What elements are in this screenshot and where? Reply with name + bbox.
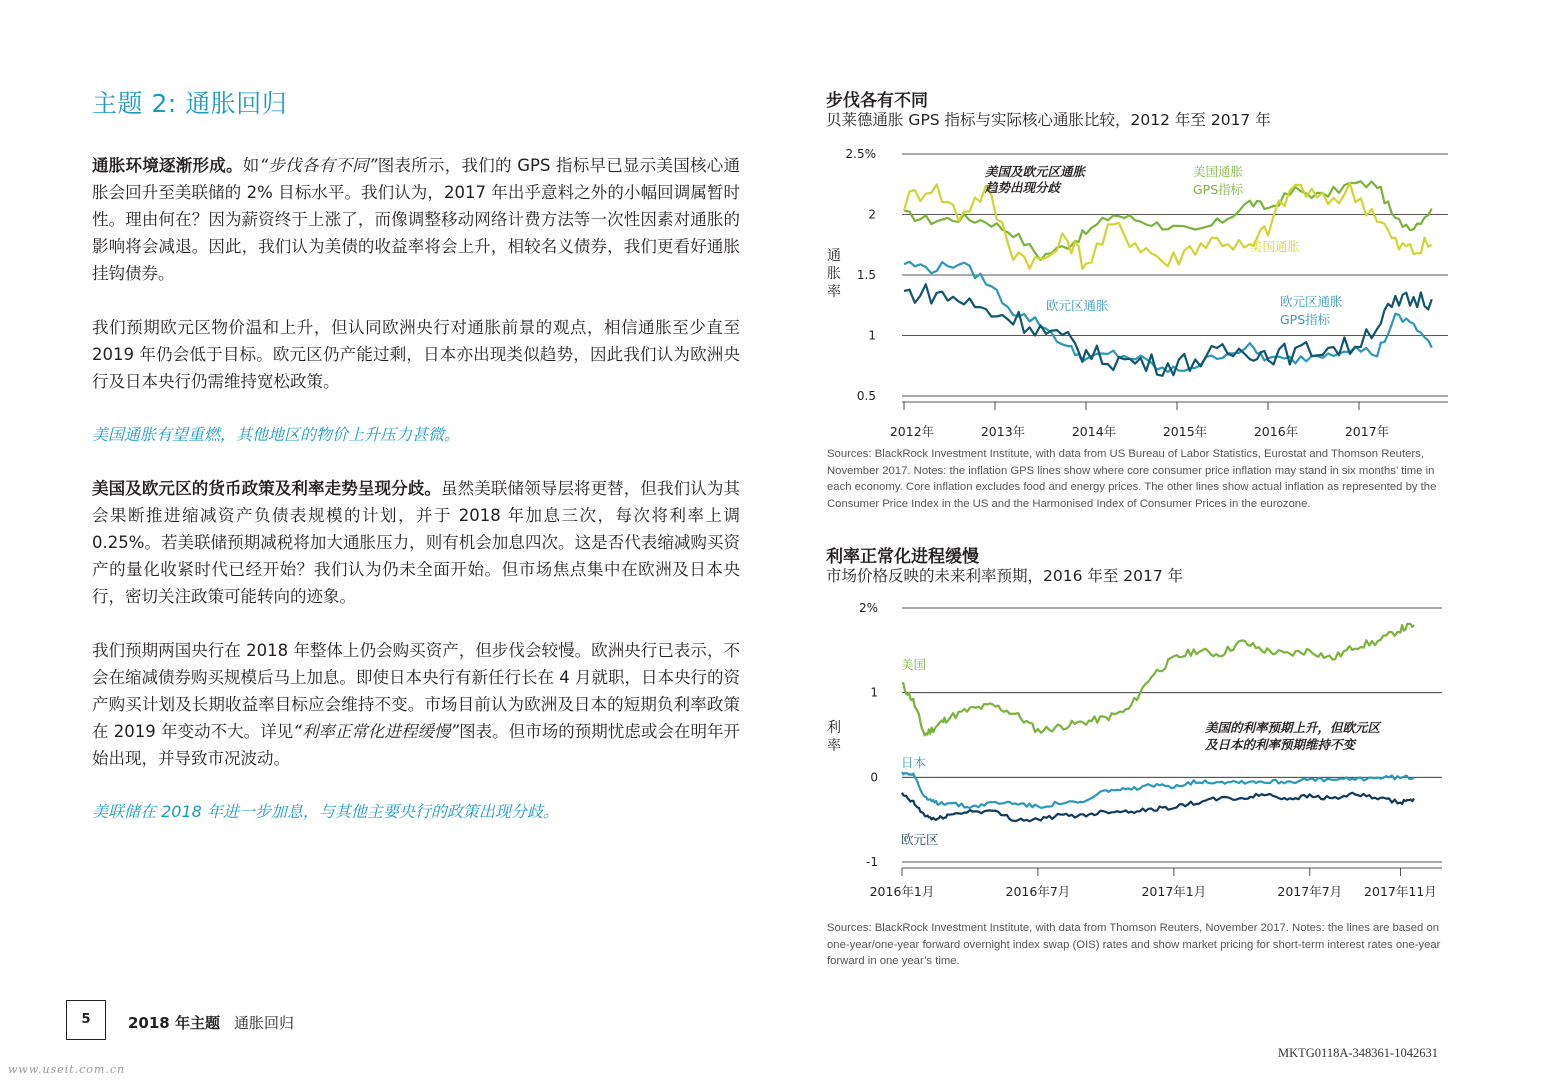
lead-phrase: 通胀环境逐渐形成。 (92, 156, 243, 175)
series-label: 美国通胀 (1193, 164, 1244, 179)
pull-quote-1: 美国通胀有望重燃，其他地区的物价上升压力甚微。 (92, 425, 461, 444)
y-tick-label: 2% (858, 601, 878, 615)
y-tick-label: 0.5 (856, 389, 876, 403)
chart1-source: Sources: BlackRock Investment Institute, with data from US Bureau of Labor Statistics, Eurostat and Thomson Reuters, November 2017. Notes: the inflation GPS lines show where core consumer price inflation may stand in six months’ time in each economy. Core inflation excludes food and energy prices. The other lines show actual inflation as represented by the Consumer Price Index in the US and the Harmonised Index of Consumer Prices in the eurozone. (827, 448, 1437, 510)
paragraph-text: 图表所示，我们的 GPS 指标早已显示美国核心通胀会回升至美联储的 2% 目标水平。我们认为，2017 年出乎意料之外的小幅回调属暂时性。理由何在？因为薪资终于上涨了，而像调整移动网络计费方法等一次性因素对通胀的影响将会减退。因此，我们认为美债的收益率将会上升，相较名义债券，我们更看好通胀挂钩债券。 (92, 156, 741, 283)
y-tick-label: 2.5% (845, 147, 876, 161)
annotation: 美国及欧元区通胀 (985, 164, 1086, 179)
x-tick-label: 2016年1月 (869, 884, 935, 899)
page-number: 5 (66, 1000, 106, 1040)
annotation: 趋势出现分歧 (985, 180, 1061, 195)
chart2-title: 利率正常化进程缓慢 (826, 547, 979, 567)
x-tick-label: 2013年 (980, 424, 1026, 439)
y-tick-label: -1 (866, 855, 878, 869)
x-tick-label: 2015年 (1162, 424, 1208, 439)
x-tick-label: 2017年 (1344, 424, 1390, 439)
series-label: 欧元区 (901, 832, 939, 847)
paragraph-1 (92, 152, 740, 287)
y-tick-label: 2 (868, 207, 876, 222)
footer-section: 通胀回归 (233, 1014, 294, 1032)
chart-reference: “步伐各有不同” (259, 156, 378, 175)
series-label: 欧元区通胀 (1046, 298, 1109, 313)
chart1-svg (820, 138, 1460, 448)
paragraph-text: 图表。但市场的预期忧虑或会在明年开始出现，并导致市况波动。 (92, 722, 740, 768)
y-tick-label: 1 (868, 328, 876, 343)
series-label: GPS指标 (1193, 182, 1244, 197)
y-axis-label: 胀 (827, 266, 841, 282)
chart2-source: Sources: BlackRock Investment Institute, with data from Thomson Reuters, November 2017. Notes: the lines are based on one-year/one-year forward overnight index swap (OIS) rates and show market pricing for short-term interest rates one-year forward in one year’s time. (827, 922, 1441, 967)
document-code: MKTG0118A-348361-1042631 (1278, 1046, 1438, 1060)
x-tick-label: 2017年7月 (1277, 884, 1343, 899)
series-label: GPS指标 (1280, 312, 1331, 327)
y-axis-label: 率 (827, 284, 841, 300)
annotation: 及日本的利率预期维持不变 (1205, 737, 1356, 752)
series-label: 美国通胀 (1250, 239, 1301, 254)
paragraph-text: 我们预期两国央行在 2018 年整体上仍会购买资产，但步伐会较慢。欧洲央行已表示，不会在缩减债券购买规模后马上加息。即使日本央行有新任行长在 4 月就职，日本央行的资产购买计划及长期收益率目标应会维持不变。市场目前认为欧洲及日本的短期负利率政策在 2019 年变动不大。详见 (92, 641, 740, 741)
section-heading: 主题 2: 通胀回归 (92, 89, 288, 118)
x-tick-label: 2016年7月 (1005, 884, 1071, 899)
pull-quote-2: 美联储在 2018 年进一步加息，与其他主要央行的政策出现分歧。 (92, 802, 559, 821)
x-tick-label: 2017年11月 (1364, 884, 1437, 899)
watermark: www.useit.com.cn (8, 1063, 126, 1076)
y-tick-label: 1 (870, 685, 878, 700)
paragraph-4 (92, 637, 740, 772)
series-label: 美国 (901, 657, 927, 672)
paragraph-text: 虽然美联储领导层将更替，但我们认为其会果断推进缩减资产负债表规模的计划，并于 2018 年加息三次，每次将利率上调 0.25%。若美联储预期减税将加大通胀压力，则有机会加息四次。这是否代表缩减购买资产的量化收紧时代已经开始？我们认为仍未全面开始。但市场焦点集中在欧洲及日本央行，密切关注政策可能转向的迹象。 (92, 479, 741, 606)
series-line (904, 183, 1432, 269)
series-line (904, 262, 1432, 372)
chart1-title: 步伐各有不同 (826, 91, 928, 111)
y-axis-label: 率 (827, 738, 841, 754)
x-tick-label: 2014年 (1071, 424, 1117, 439)
x-tick-label: 2016年 (1253, 424, 1299, 439)
paragraph-text: 如 (242, 156, 260, 175)
y-tick-label: 1.5 (856, 268, 876, 282)
footer-text (128, 1012, 294, 1033)
y-axis-label: 利 (827, 720, 841, 736)
x-tick-label: 2012年 (889, 424, 935, 439)
chart2-subtitle: 市场价格反映的未来利率预期，2016 年至 2017 年 (826, 567, 1184, 585)
chart1-subtitle: 贝莱德通胀 GPS 指标与实际核心通胀比较，2012 年至 2017 年 (826, 111, 1271, 129)
annotation: 美国的利率预期上升，但欧元区 (1205, 720, 1381, 735)
series-line (904, 284, 1432, 376)
paragraph-2: 我们预期欧元区物价温和上升，但认同欧洲央行对通胀前景的观点，相信通胀至少直至 2019 年仍会低于目标。欧元区仍产能过剩，日本亦出现类似趋势，因此我们认为欧洲央行及日本央行仍需维持宽松政策。 (92, 318, 740, 391)
chart2-svg (820, 592, 1460, 912)
x-tick-label: 2017年1月 (1141, 884, 1207, 899)
series-label: 日本 (901, 755, 927, 770)
chart-reference: “利率正常化进程缓慢” (293, 722, 460, 741)
footer-title: 2018 年主题 (128, 1014, 220, 1032)
series-line (902, 624, 1414, 736)
paragraph-3 (92, 475, 740, 610)
y-axis-label: 通 (827, 248, 841, 264)
y-tick-label: 0 (870, 770, 878, 785)
series-label: 欧元区通胀 (1280, 294, 1343, 309)
article-column (92, 84, 740, 852)
lead-phrase: 美国及欧元区的货币政策及利率走势呈现分歧。 (92, 479, 441, 498)
